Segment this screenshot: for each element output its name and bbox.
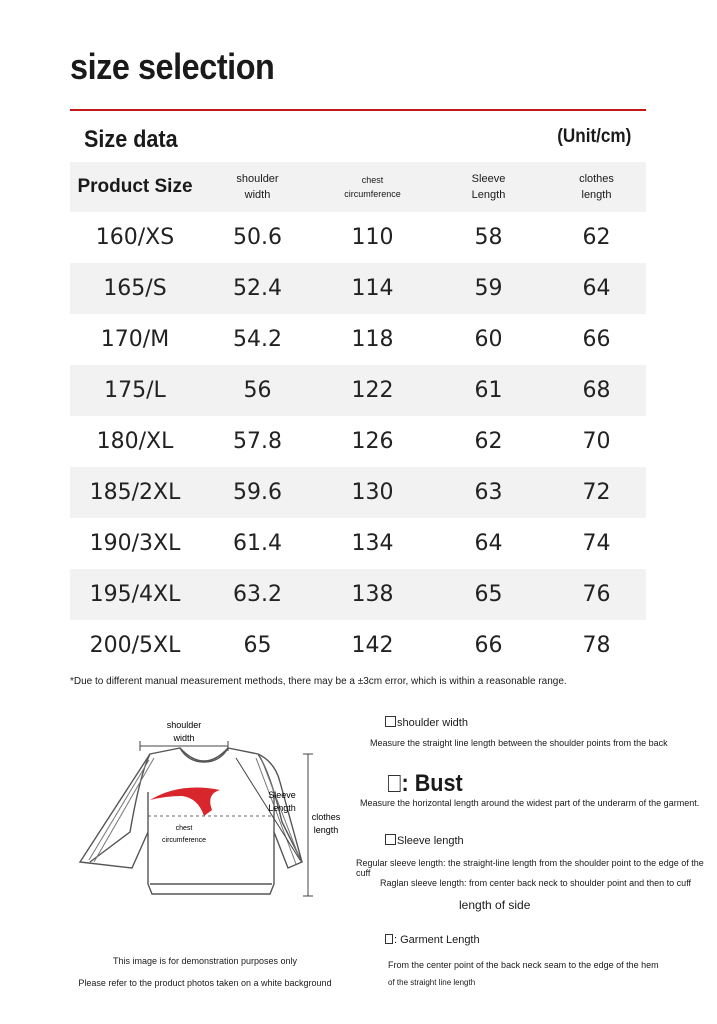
- diagram-chest-label-1: chest: [175, 825, 193, 832]
- diagram-shoulder-label-1: shoulder: [166, 720, 202, 730]
- table-header-row: [70, 162, 646, 212]
- sleeve-length-title: Sleeve length: [385, 834, 464, 847]
- diagram-clothes-label-1: clothes: [311, 812, 341, 822]
- cell-size: 190/3XL: [89, 531, 181, 556]
- cell-shoulder-width: 57.8: [233, 429, 282, 454]
- cell-size: 200/5XL: [89, 633, 181, 658]
- cell-sleeve-length: 66: [474, 633, 503, 658]
- cell-shoulder-width: 61.4: [233, 531, 282, 556]
- bust-desc: Measure the horizontal length around the widest part of the underarm of the garment.: [360, 798, 700, 808]
- cell-chest-circumference: 138: [351, 582, 394, 607]
- cell-size: 185/2XL: [89, 480, 181, 505]
- cell-shoulder-width: 56: [243, 378, 272, 403]
- shoulder-width-title: shoulder width: [385, 716, 468, 729]
- sweatshirt-outline: [80, 748, 302, 894]
- cell-clothes-length: 74: [582, 531, 611, 556]
- diagram-clothes-label-2: length: [313, 825, 339, 835]
- cell-chest-circumference: 114: [351, 276, 394, 301]
- side-length-label: length of side: [459, 898, 531, 912]
- header-product-size: Product Size: [77, 176, 193, 197]
- title-divider: [70, 109, 646, 111]
- bullet-icon: [388, 775, 401, 792]
- table-row: [70, 620, 646, 671]
- sleeve-length-desc-regular: Regular sleeve length: the straight-line length from the shoulder point to the edge of the cuff: [356, 858, 704, 878]
- table-row: [70, 416, 646, 467]
- cell-sleeve-length: 64: [474, 531, 503, 556]
- cell-clothes-length: 70: [582, 429, 611, 454]
- table-row: [70, 518, 646, 569]
- cell-sleeve-length: 63: [474, 480, 503, 505]
- table-row: [70, 263, 646, 314]
- cell-size: 165/S: [103, 276, 167, 301]
- demo-note-line-1: This image is for demonstration purposes only: [112, 956, 298, 966]
- cell-size: 175/L: [104, 378, 166, 403]
- size-data-heading: Size data: [84, 126, 178, 153]
- cell-size: 195/4XL: [89, 582, 181, 607]
- cell-sleeve-length: 62: [474, 429, 503, 454]
- cell-chest-circumference: 142: [351, 633, 394, 658]
- cell-sleeve-length: 58: [474, 225, 503, 250]
- header-clothes-length: clothes length: [579, 173, 614, 201]
- cell-shoulder-width: 65: [243, 633, 272, 658]
- demo-note-line-2: Please refer to the product photos taken on a white background: [78, 978, 332, 988]
- cell-shoulder-width: 59.6: [233, 480, 282, 505]
- bullet-icon: [385, 834, 396, 845]
- cell-sleeve-length: 59: [474, 276, 503, 301]
- cell-shoulder-width: 50.6: [233, 225, 282, 250]
- clothes-length-arrow: [303, 754, 313, 896]
- table-row: [70, 212, 646, 263]
- diagram-sleeve-label-1: Sleeve: [268, 790, 296, 800]
- cell-sleeve-length: 60: [474, 327, 503, 352]
- cell-sleeve-length: 65: [474, 582, 503, 607]
- bullet-icon: [385, 716, 396, 727]
- cell-chest-circumference: 122: [351, 378, 394, 403]
- cell-clothes-length: 76: [582, 582, 611, 607]
- cell-chest-circumference: 126: [351, 429, 394, 454]
- shoulder-width-desc: Measure the straight line length between the shoulder points from the back: [370, 738, 668, 748]
- diagram-chest-label-2: circumference: [162, 837, 206, 844]
- cell-clothes-length: 64: [582, 276, 611, 301]
- cell-clothes-length: 62: [582, 225, 611, 250]
- cell-clothes-length: 66: [582, 327, 611, 352]
- garment-length-desc-2: of the straight line length: [388, 978, 476, 987]
- garment-length-title: : Garment Length: [385, 934, 480, 946]
- table-row: [70, 314, 646, 365]
- unit-label: (Unit/cm): [556, 126, 631, 147]
- size-table: [70, 162, 646, 671]
- cell-clothes-length: 72: [582, 480, 611, 505]
- cell-chest-circumference: 110: [351, 225, 394, 250]
- table-row: [70, 569, 646, 620]
- cell-shoulder-width: 52.4: [233, 276, 282, 301]
- page-title: size selection: [70, 46, 275, 87]
- cell-size: 180/XL: [96, 429, 174, 454]
- measurement-note: *Due to different manual measurement methods, there may be a ±3cm error, which is within a reasonable range.: [70, 676, 567, 687]
- garment-length-desc-1: From the center point of the back neck seam to the edge of the hem: [388, 960, 659, 970]
- cell-size: 170/M: [100, 327, 170, 352]
- sleeve-length-desc-raglan: Raglan sleeve length: from center back neck to shoulder point and then to cuff: [380, 878, 692, 888]
- cell-size: 160/XS: [95, 225, 175, 250]
- sweatshirt-diagram: [70, 712, 350, 912]
- cell-sleeve-length: 61: [474, 378, 503, 403]
- cell-shoulder-width: 54.2: [233, 327, 282, 352]
- header-chest-circumference: chest circumference: [344, 175, 401, 199]
- cell-chest-circumference: 130: [351, 480, 394, 505]
- cell-chest-circumference: 134: [351, 531, 394, 556]
- table-row: [70, 467, 646, 518]
- table-row: [70, 365, 646, 416]
- brand-logo-icon: [150, 788, 220, 816]
- diagram-sleeve-label-2: Length: [268, 803, 296, 813]
- cell-clothes-length: 78: [582, 633, 611, 658]
- cell-shoulder-width: 63.2: [233, 582, 282, 607]
- diagram-shoulder-label-2: width: [173, 733, 195, 743]
- header-shoulder-width: shoulder width: [236, 173, 279, 201]
- cell-clothes-length: 68: [582, 378, 611, 403]
- bust-title: : Bust: [388, 770, 463, 798]
- header-sleeve-length: Sleeve Length: [471, 173, 506, 201]
- cell-chest-circumference: 118: [351, 327, 394, 352]
- bullet-icon: [385, 934, 393, 944]
